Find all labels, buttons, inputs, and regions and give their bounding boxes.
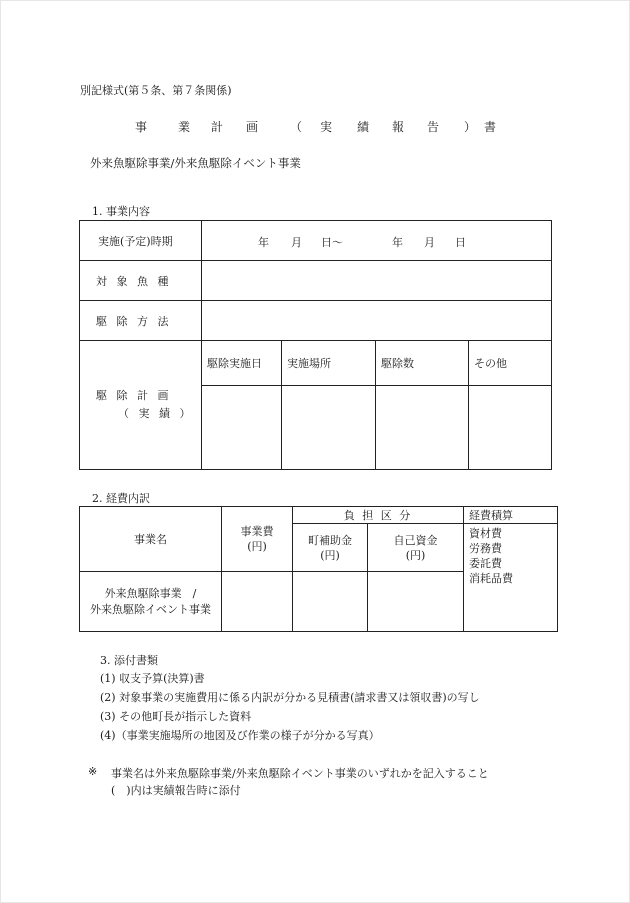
cost-item: 資材費 bbox=[469, 527, 502, 540]
title-char: 績 bbox=[357, 120, 370, 134]
plan-label-note: （ 実 績 ） bbox=[118, 407, 194, 420]
title-char: 報 bbox=[392, 120, 405, 134]
title-char: 業 bbox=[178, 120, 191, 134]
plan-count-cell[interactable] bbox=[376, 386, 469, 470]
expense-table bbox=[79, 506, 558, 632]
cost-item: 労務費 bbox=[469, 542, 502, 555]
title-char: 事 bbox=[135, 120, 148, 134]
cost-item: 委託費 bbox=[469, 557, 502, 570]
project-name-line: 外来魚駆除事業 / bbox=[104, 586, 197, 600]
title-char: （ bbox=[290, 120, 303, 134]
project-cost-header: 事業費 bbox=[240, 525, 274, 538]
own-funds-cell[interactable] bbox=[368, 572, 464, 632]
project-content-table bbox=[79, 220, 552, 470]
town-subsidy-cell[interactable] bbox=[293, 572, 368, 632]
title-char: 実 bbox=[320, 120, 333, 134]
plan-col-location: 実施場所 bbox=[282, 341, 376, 386]
document-subtitle: 外来魚駆除事業/外来魚駆除イベント事業 bbox=[90, 156, 301, 170]
period-day-1: 日～ bbox=[321, 236, 343, 249]
town-subsidy-header: 町補助金 bbox=[308, 533, 352, 547]
period-label-cell bbox=[80, 221, 202, 261]
method-value-cell[interactable] bbox=[202, 301, 552, 341]
period-month-2: 月 bbox=[424, 236, 435, 249]
section3-heading: 3. 添付書類 bbox=[100, 654, 158, 667]
method-label: 駆 除 方 法 bbox=[96, 314, 172, 328]
section1-heading: 1. 事業内容 bbox=[92, 205, 150, 218]
burden-header: 負 担 区 分 bbox=[293, 507, 464, 524]
town-subsidy-header-cell bbox=[293, 524, 368, 572]
plan-date-cell[interactable] bbox=[202, 386, 282, 470]
form-reference: 別記様式(第５条、第７条関係) bbox=[80, 84, 232, 97]
title-char: ） bbox=[464, 120, 477, 134]
cost-items-cell bbox=[464, 524, 558, 632]
town-subsidy-unit: (円) bbox=[320, 548, 340, 562]
plan-col-other: その他 bbox=[469, 341, 552, 386]
project-cost-unit: (円) bbox=[247, 540, 267, 553]
project-name-line: 外来魚駆除イベント事業 bbox=[90, 602, 211, 616]
project-cost-header-cell bbox=[222, 507, 293, 572]
attachment-item: (1) 収支予算(決算)書 bbox=[100, 672, 205, 685]
note-line: ( )内は実績報告時に添付 bbox=[111, 784, 241, 797]
attachment-item: (2) 対象事業の実施費用に係る内訳が分かる見積書(請求書又は領収書)の写し bbox=[100, 691, 480, 704]
cost-breakdown-header: 経費積算 bbox=[464, 507, 558, 524]
project-name-header: 事業名 bbox=[134, 533, 167, 546]
method-label-cell bbox=[80, 301, 202, 341]
note-line: 事業名は外来魚駆除事業/外来魚駆除イベント事業のいずれかを記入すること bbox=[111, 767, 489, 780]
period-year-2: 年 bbox=[392, 236, 403, 249]
plan-label: 駆 除 計 画 bbox=[96, 389, 172, 402]
attachment-item: (3) その他町長が指示した資料 bbox=[100, 710, 252, 723]
attachment-item: (4)（事業実施場所の地図及び作業の様子が分かる写真） bbox=[100, 729, 380, 742]
species-label: 対 象 魚 種 bbox=[96, 274, 172, 288]
period-month-1: 月 bbox=[291, 236, 302, 249]
plan-location-cell[interactable] bbox=[282, 386, 376, 470]
own-funds-header-cell bbox=[368, 524, 464, 572]
section2-heading: 2. 経費内訳 bbox=[92, 492, 150, 505]
own-funds-header: 自己資金 bbox=[393, 533, 438, 547]
note-mark: ※ bbox=[88, 765, 98, 778]
period-day-2: 日 bbox=[455, 236, 466, 249]
period-value-cell[interactable] bbox=[202, 221, 552, 261]
title-char: 画 bbox=[246, 120, 259, 134]
period-label: 実施(予定)時期 bbox=[98, 234, 173, 248]
project-name-cell bbox=[80, 572, 222, 632]
period-year-1: 年 bbox=[258, 236, 269, 249]
plan-other-cell[interactable] bbox=[469, 386, 552, 470]
project-cost-cell[interactable] bbox=[222, 572, 293, 632]
project-name-header-cell bbox=[80, 507, 222, 572]
plan-col-count: 駆除数 bbox=[376, 341, 469, 386]
species-value-cell[interactable] bbox=[202, 261, 552, 301]
title-char: 告 bbox=[427, 120, 440, 134]
cost-item: 消耗品費 bbox=[469, 572, 513, 585]
title-char: 書 bbox=[484, 120, 497, 134]
plan-label-cell bbox=[80, 341, 202, 470]
species-label-cell bbox=[80, 261, 202, 301]
own-funds-unit: (円) bbox=[405, 548, 426, 562]
title-char: 計 bbox=[211, 120, 224, 134]
plan-col-date: 駆除実施日 bbox=[202, 341, 282, 386]
